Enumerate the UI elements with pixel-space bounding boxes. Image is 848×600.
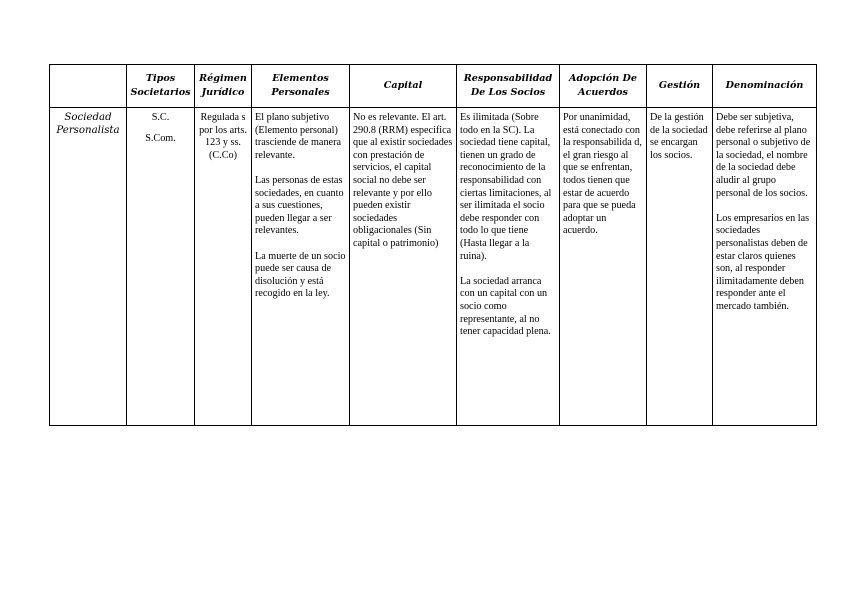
responsabilidad-paragraph: La sociedad arranca con un capital con un socio como representante, al no tener capacidad plena.	[460, 275, 551, 338]
cell-responsabilidad	[457, 108, 560, 426]
header-capital: Capital	[350, 65, 457, 108]
elementos-paragraph: Las personas de estas sociedades, en cuanto a sus cuestiones, pueden llegar a ser relevantes.	[255, 174, 344, 237]
denominacion-paragraph: Debe ser subjetiva, debe referirse al plano personal o subjetivo de la sociedad, el nombre de la sociedad debe aludir al grupo personal de los socios.	[716, 112, 811, 199]
sociedades-table	[49, 64, 817, 426]
cell-regimen: Regulada s por los arts. 123 y ss. (C.Co)	[195, 108, 252, 426]
denominacion-paragraph: Los empresarios en las sociedades personalistas deben de estar claros quienes son, al responder ilimitadamente deben responder ante el mercado también.	[716, 212, 810, 312]
responsabilidad-paragraph: Es ilimitada (Sobre todo en la SC). La sociedad tiene capital, tienen un grado de reconocimiento de la responsabilidad con ciertas limitaciones, al ser ilimitada el socio debe responder con todo lo que tiene (Hasta llegar a la ruina).	[460, 112, 552, 262]
tipo-scom: S.Com.	[145, 132, 176, 144]
header-gestion: Gestión	[647, 65, 713, 108]
cell-gestion	[647, 108, 713, 426]
elementos-paragraph: El plano subjetivo (Elemento personal) trasciende de manera relevante.	[255, 112, 341, 161]
cell-tipos	[127, 108, 195, 426]
cell-acuerdos	[560, 108, 647, 426]
header-adopcion-acuerdos: Adopción De Acuerdos	[560, 65, 647, 108]
header-elementos-personales: Elementos Personales	[252, 65, 350, 108]
header-empty	[50, 65, 127, 108]
tipo-sc: S.C.	[151, 112, 170, 123]
header-denominacion: Denominación	[713, 65, 817, 108]
table-row	[50, 108, 817, 426]
header-tipos-societarios: Tipos Societarios	[127, 65, 195, 108]
elementos-paragraph: La muerte de un socio puede ser causa de disolución y está recogido en la ley.	[255, 250, 346, 300]
header-regimen-juridico: Régimen Jurídico	[195, 65, 252, 108]
cell-denominacion	[713, 108, 817, 426]
cell-capital	[350, 108, 457, 426]
header-row	[50, 65, 817, 108]
acuerdos-paragraph: Por unanimidad, está conectado con la responsabilida d, el gran riesgo al que se enfrentan, todos tienen que estar de acuerdo para que se pueda adoptar un acuerdo.	[563, 112, 642, 237]
capital-paragraph: No es relevante. El art. 290.8 (RRM) especifica que al existir sociedades con prestación de servicios, el capital social no debe ser relevante y por ello pueden existir sociedades obligacionales (Sin capital o patrimonio)	[353, 112, 453, 249]
header-responsabilidad: Responsabilidad De Los Socios	[457, 65, 560, 108]
cell-elementos	[252, 108, 350, 426]
gestion-paragraph: De la gestión de la sociedad se encargan los socios.	[650, 112, 708, 161]
row-label: Sociedad Personalista	[50, 108, 127, 426]
